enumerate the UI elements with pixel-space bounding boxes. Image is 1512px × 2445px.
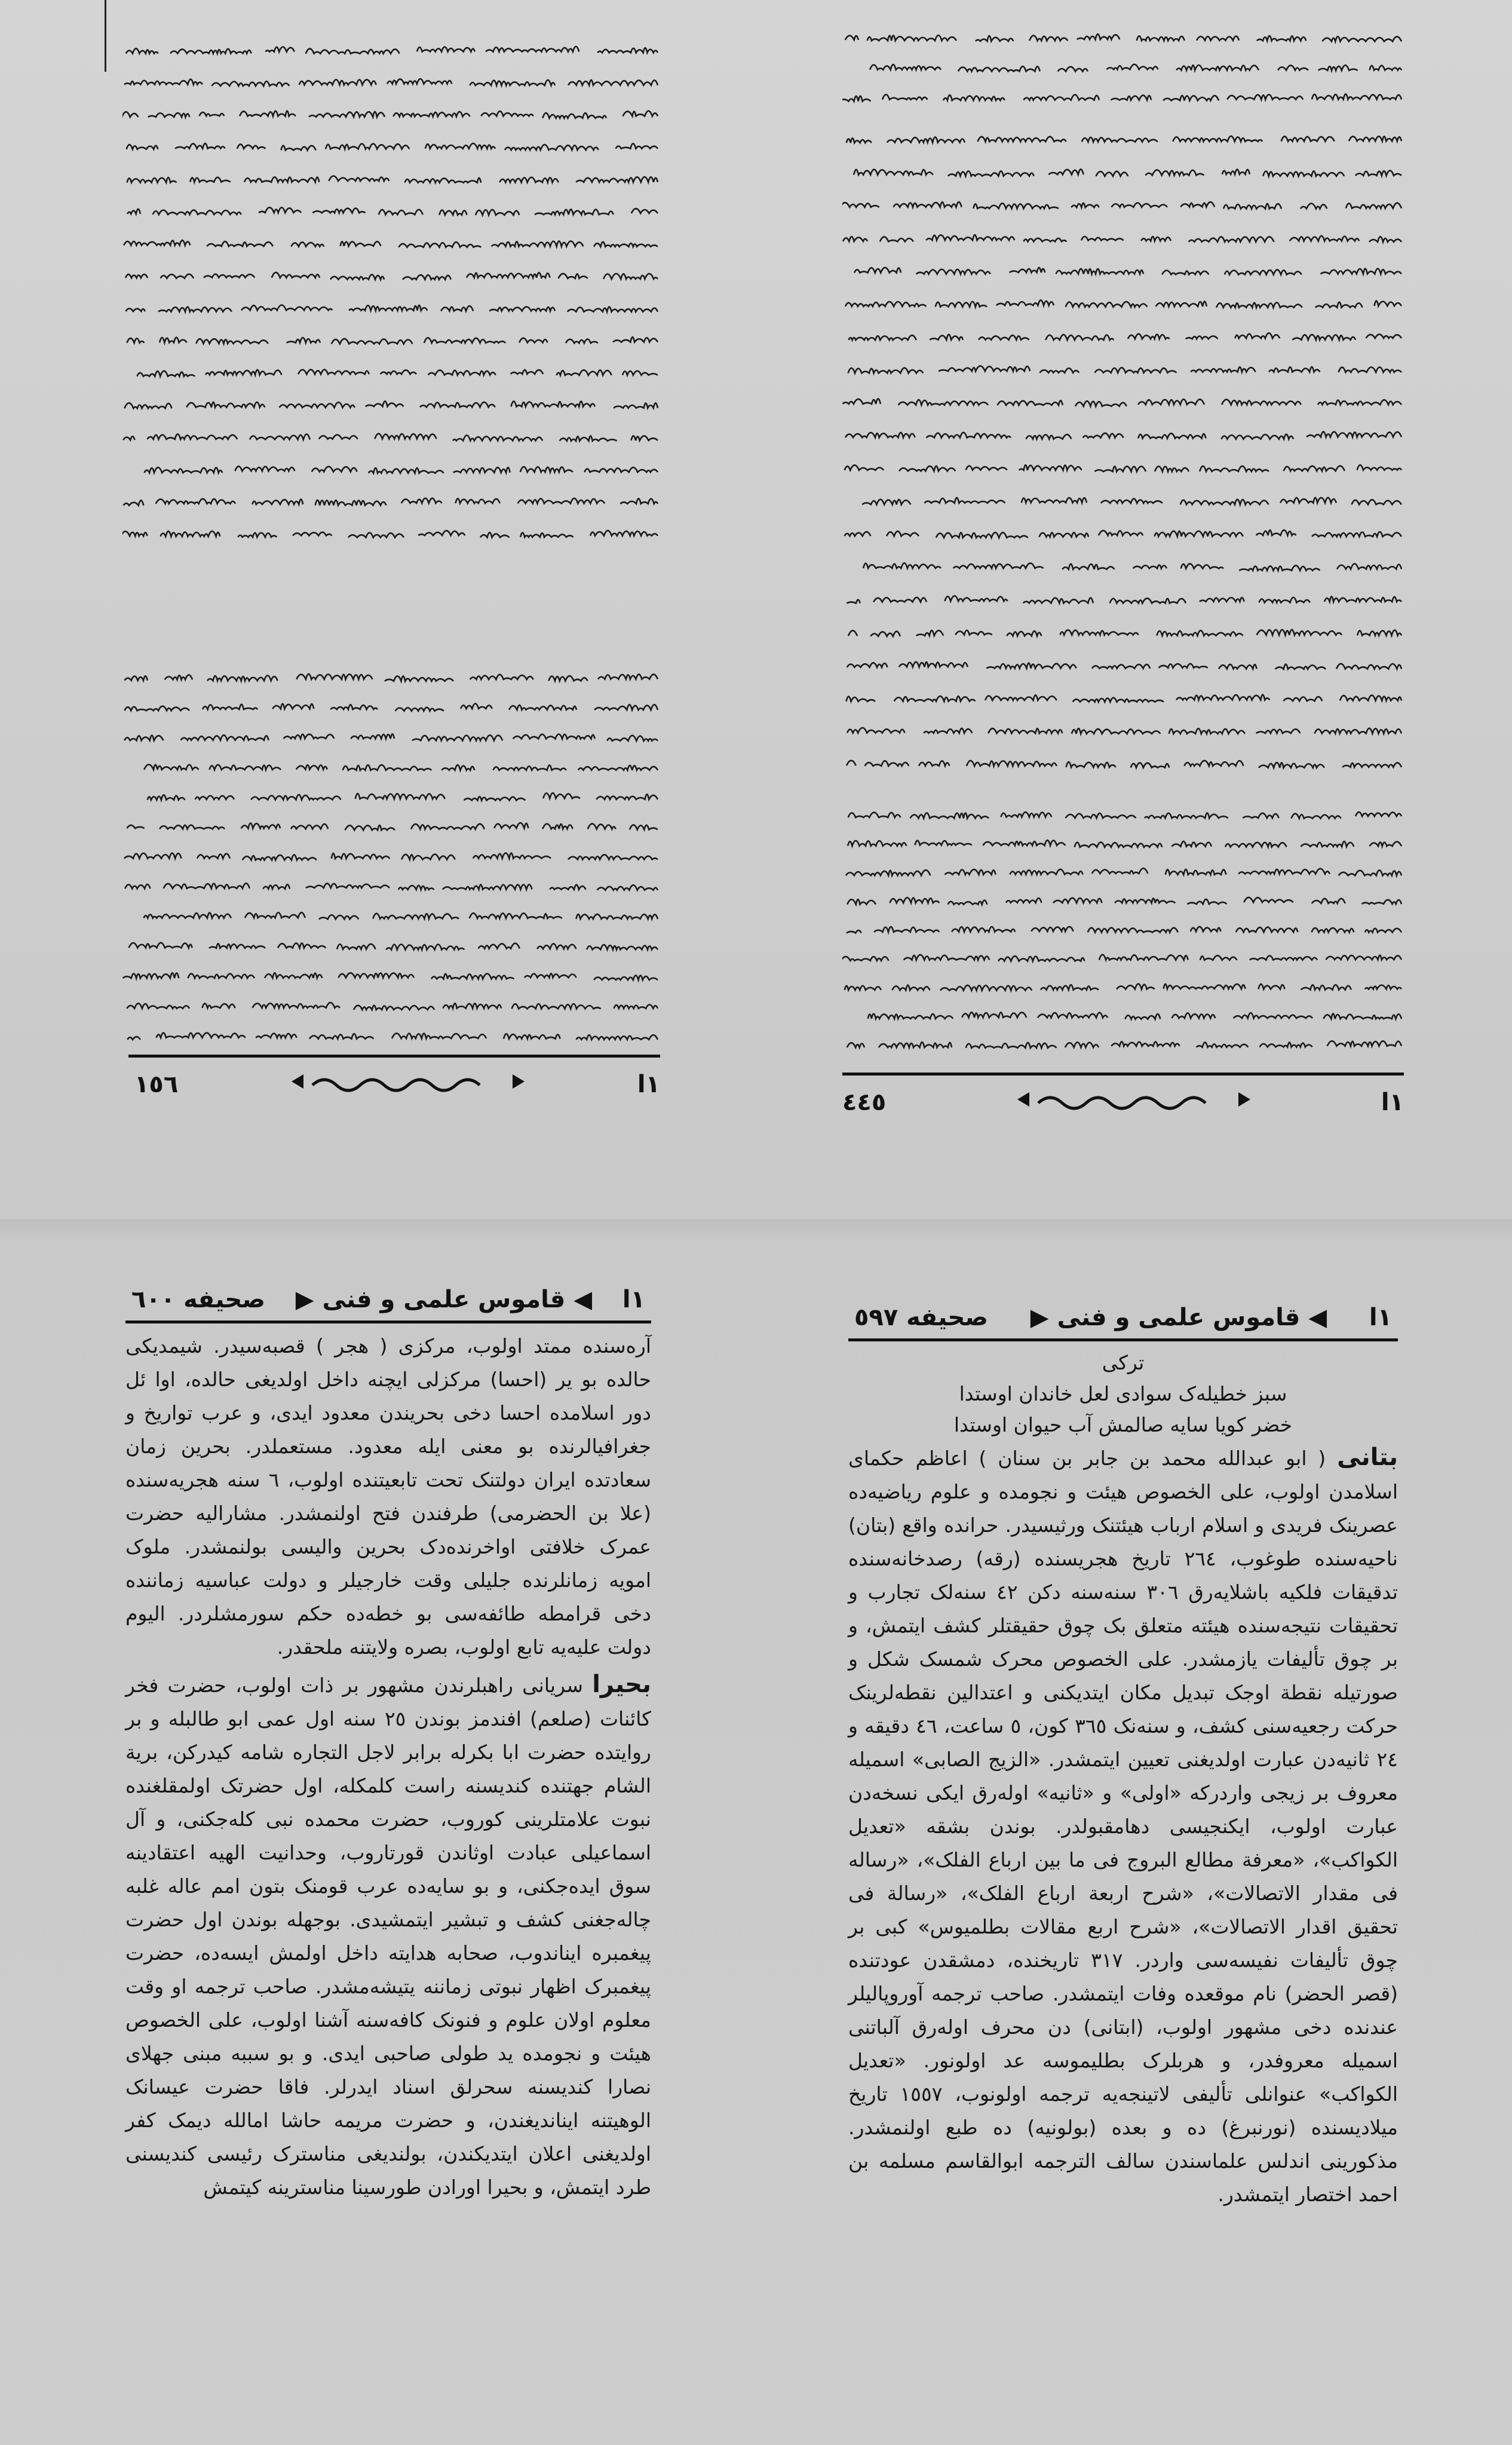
handwritten-line	[842, 756, 1404, 774]
handwritten-line	[842, 460, 1404, 478]
handwritten-line	[122, 235, 660, 253]
handwritten-title-scribble	[289, 1070, 527, 1093]
dictionary-entry	[848, 1441, 1398, 2211]
handwritten-line	[122, 819, 660, 837]
arrow-right-icon: ◀	[1308, 1304, 1327, 1331]
printed-page-left	[125, 1279, 651, 2414]
handwritten-line	[842, 807, 1404, 825]
printed-page-right	[848, 1297, 1398, 2432]
handwritten-line	[842, 493, 1404, 511]
handwritten-line	[842, 592, 1404, 609]
handwritten-line	[842, 723, 1404, 741]
handwritten-line	[842, 950, 1404, 968]
manuscript-footer-rule	[842, 1073, 1404, 1076]
verse-intro: ترکی	[1102, 1351, 1145, 1374]
handwritten-line	[842, 296, 1404, 314]
handwritten-line	[122, 998, 660, 1016]
header-title: قاموس علمی و فنی	[322, 1286, 566, 1313]
header-title: قاموس علمی و فنی	[1057, 1304, 1301, 1331]
handwritten-line	[842, 979, 1404, 997]
manuscript-running-title	[289, 1070, 527, 1099]
handwritten-title-scribble	[1014, 1087, 1253, 1111]
handwritten-line	[122, 203, 660, 221]
handwritten-line	[842, 526, 1404, 544]
printed-page-header	[848, 1297, 1398, 1341]
handwritten-line	[122, 938, 660, 956]
manuscript-footer-right	[842, 1084, 1404, 1120]
handwritten-line	[842, 690, 1404, 708]
handwritten-line	[842, 230, 1404, 248]
verse-line: خضر کویا سایە صالمش آب حیوان اوستدا	[953, 1413, 1293, 1436]
fold-mark	[105, 0, 106, 72]
handwritten-line	[122, 1028, 660, 1046]
manuscript-page-mark: ١ا	[637, 1071, 660, 1098]
arrow-right-icon: ◀	[573, 1286, 593, 1313]
header-page-label: صحیفه ٥٩٧	[854, 1304, 989, 1331]
handwritten-line	[842, 60, 1404, 78]
manuscript-page-right	[842, 30, 1404, 1123]
handwritten-line	[122, 106, 660, 124]
handwritten-line	[122, 848, 660, 866]
handwritten-line	[842, 1007, 1404, 1025]
handwritten-line	[122, 461, 660, 479]
handwritten-line	[842, 329, 1404, 347]
header-title-group	[1031, 1304, 1327, 1331]
verse-line: سبز خطیلەک سوادی لعل خاندان اوستدا	[959, 1382, 1287, 1405]
handwritten-line	[122, 729, 660, 747]
manuscript-footer-rule	[128, 1055, 660, 1058]
header-mark: ١ا	[622, 1286, 645, 1313]
handwritten-line	[122, 171, 660, 189]
handwritten-line	[122, 494, 660, 511]
printed-body-left	[125, 1323, 651, 2204]
handwritten-line	[122, 139, 660, 157]
arrow-left-icon: ▶	[1030, 1304, 1049, 1331]
manuscript-running-title	[1014, 1087, 1253, 1117]
entry-headword: بحیرا	[592, 1671, 651, 1698]
handwritten-line	[122, 878, 660, 896]
entry-text: سریانی راهبلرندن مشهور بر ذات اولوب، حضرت فخر کائنات (صلعم) افندمز بوندن ٢٥ سنە اول عمی ابو طالبلە و بر روایتدە حضرت ابا بکرلە برابر لاجل التجارە شامە کیدرکن، بریة الشام جهتندە کندیسنە راست کلمکلە، اول حضرتک اولمقلغندە نبوت علامتلرینی کوروب، حضرت محمدە نبی کلەجکنی، و آل اسماعیلی عبادت اوثاندن قورتاروب، وحدانیت الهیە اعتقادینە سوق ایدەجکنی، و بو سایەدە عرب قومنک بتون امم عالە غلبە چالەجغنی کشف و تبشیر ایتمشیدی. بوجهلە بوندن اول حضرت پیغمبرە ایناندوب، صحابە هدایتە داخل اولمش ایسەدە، حضرت پیغمبرک اظهار نبوتی زماننە یتیشەمشدر. صاحب ترجمە او وقت معلوم اولان علوم و فنونک کافەسنە آشنا اولوب، علی الخصوص هیئت و نجومدە ید طولی صاحبی ایدی. و بو سببە مبنی جهلای نصارا کندیسنە سحرلق اسناد ایدرلر. فاقا حضرت عیسانک الوهیتنە ایناندیغندن، و حضرت مریمە حاشا امالله دیمک کفر اولدیغنی اعلان ایتدیکندن، بولندیغی مناسترک رئیسی کندیسنی طرد ایتمش، و بحیرا اورادن طورسینا مناسترینە کیتمش	[125, 1674, 651, 2199]
handwritten-line	[842, 197, 1404, 215]
handwritten-line	[122, 42, 660, 60]
handwritten-line	[122, 789, 660, 807]
page-divider-shadow	[0, 1219, 1512, 1243]
handwritten-line	[122, 429, 660, 447]
handwritten-line	[842, 164, 1404, 182]
entry-headword: بتانی	[1337, 1444, 1398, 1471]
handwritten-line	[842, 90, 1404, 108]
handwritten-line	[122, 669, 660, 687]
handwritten-line	[842, 263, 1404, 281]
dictionary-entry	[125, 1668, 651, 2204]
header-page-label: صحیفه ٦٠٠	[131, 1286, 266, 1313]
handwritten-line	[842, 893, 1404, 911]
handwritten-line	[122, 268, 660, 286]
handwritten-line	[122, 699, 660, 717]
handwritten-line	[842, 1036, 1404, 1054]
handwritten-line	[842, 657, 1404, 675]
handwritten-line	[842, 624, 1404, 642]
handwritten-line	[842, 427, 1404, 445]
manuscript-page-number: ١٥٦	[134, 1071, 179, 1098]
handwritten-line	[842, 30, 1404, 48]
manuscript-page-left	[122, 36, 660, 1105]
header-title-group	[296, 1286, 592, 1313]
handwritten-line	[122, 759, 660, 777]
handwritten-line	[842, 921, 1404, 939]
printed-page-header	[125, 1279, 651, 1323]
header-mark: ١ا	[1369, 1304, 1392, 1331]
handwritten-line	[122, 364, 660, 382]
handwritten-line	[842, 394, 1404, 412]
handwritten-line	[122, 397, 660, 415]
manuscript-page-number: ٤٤٥	[842, 1089, 887, 1116]
handwritten-line	[842, 559, 1404, 577]
handwritten-line	[122, 74, 660, 92]
arrow-left-icon: ▶	[295, 1286, 314, 1313]
manuscript-page-mark: ١ا	[1381, 1089, 1404, 1116]
manuscript-footer-left	[134, 1067, 660, 1102]
printed-body-right	[848, 1341, 1398, 2211]
handwritten-line	[842, 835, 1404, 853]
handwritten-line	[122, 300, 660, 318]
handwritten-line	[122, 332, 660, 350]
entry-text: ( ابو عبدالله محمد بن جابر بن سنان ) اعاظم حکمای اسلامدن اولوب، علی الخصوص هیئت و نجومدە و علوم ریاضیەدە عصرینک فریدی و اسلام ارباب هیئتنک ورثیسیدر. حراندە واقع (بتان) ناحیەسندە طوغوب، ٢٦٤ تاریخ هجریسندە (رقە) رصدخانەسندە تدقیقات فلکیە باشلایەرق ٣٠٦ سنەسنە دکن ٤٢ سنەلک تجارب و تحقیقات نتیجەسندە هیئتە متعلق بک چوق حقیقتلر کشف ایتمش، و بر چوق تألیفات یازمشدر. علی الخصوص محرک شمسک شکل و صورتیلە نقطة اوجک تبدیل مکان ایتدیکنی و اعتدالین نقطەلرینک حرکت رجعیەسنی کشف، و سنەنک ٣٦٥ کون، ٥ ساعت، ٤٦ دقیقە و ٢٤ ثانیەدن عبارت اولدیغنی تعیین ایتمشدر. «الزیج الصابی» اسمیلە معروف بر زیجی واردرکە «اولی» و «ثانیە» اولەرق ایکی نسخەدن عبارت اولوب، ایکنجیسی دهامقبولدر. بوندن بشقە «تعدیل الکواکب»، «معرفة مطالع البروج فی ما بین ارباع الفلک»، «رسالە فی مقدار الاتصالات»، «شرح اربعة ارباع الفلک»، «رسالة فی تحقیق اقدار الاتصالات»، «شرح اربع مقالات بطلمیوس» کبی بر چوق تألیفات نفیسەسی واردر. ٣١٧ تاریخندە، دمشقدن عودتندە (قصر الحضر) نام موقعدە وفات ایتمشدر. صاحب ترجمە آوروپالیلر عندندە دخی مشهور اولوب، (ابتانی) دن محرف اولەرق آلباتنی اسمیلە معروفدر، و هربلرک بطلیموسە عد اولونور. «تعدیل الکواکب» عنوانلی تألیفی لاتینجەیە ترجمە اولونوب، ١٥٥٧ تاریخ میلادیسندە (نورنبرغ) دە و بعدە (بولونیە) دە طبع اولنمشدر. مذکورینی اندلس علماسندن سالف الترجمە ابوالقاسم مسلمە بن احمد اختصار ایتمشدر.	[848, 1447, 1398, 2206]
handwritten-line	[842, 131, 1404, 149]
handwritten-line	[842, 361, 1404, 379]
handwritten-line	[122, 526, 660, 544]
handwritten-line	[122, 968, 660, 986]
handwritten-line	[122, 908, 660, 926]
body-paragraph: آرەسندە ممتد اولوب، مرکزی ( هجر ) قصبەسیدر. شیمدیکی حالدە بو یر (احسا) مرکزلی ایچنە داخل اولدیغی حالدە، اوا ئل دور اسلامدە احسا دخی بحریندن معدود ایدی، و عرب تواریخ و جغرافیالرندە بو معنی ایلە معدود. مستعملدر. بحرین زمان سعادتدە ایران دولتنک تحت تابعیتندە اولوب، ٦ سنە هجریەسندە (علا بن الحضرمی) طرفندن فتح اولنمشدر. مشارالیە حضرت عمرک خلافتی اواخرندەدک بحرین والیسی بولنمشدر. ملوک امویە زمانلرندە جلیلی وقت خارجیلر و دولت عباسیە زمانندە دخی قرامطە طائفەسی بو خطەدە حکم سورمشلردر. الیوم دولت علیەیە تابع اولوب، بصرە ولایتنە ملحقدر.	[125, 1334, 651, 1659]
handwritten-line	[842, 864, 1404, 882]
